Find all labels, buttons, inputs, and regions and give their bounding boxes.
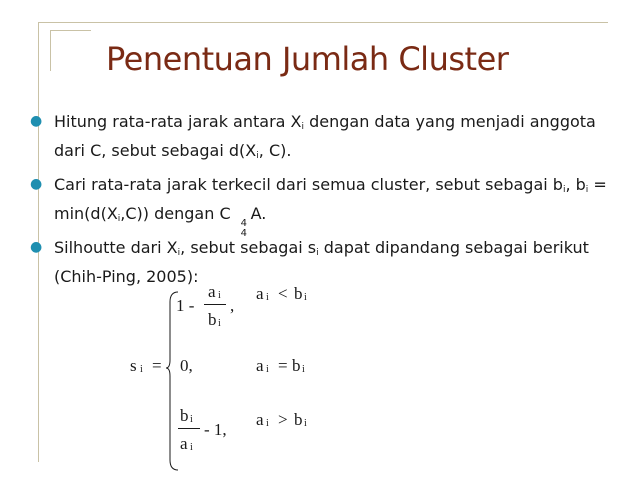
superscript: 4 — [240, 218, 247, 229]
fraction-bar — [178, 428, 200, 429]
bullet-text: A. — [250, 204, 267, 223]
formula-condition: b — [292, 356, 301, 375]
formula-numerator: b — [180, 406, 189, 425]
formula-lhs: s — [130, 356, 137, 375]
bullet-dot-icon: ● — [30, 239, 43, 255]
formula-condition: a — [256, 410, 264, 429]
formula-one-minus: 1 - — [176, 296, 195, 315]
subscript: i — [117, 214, 121, 224]
fraction-bar — [204, 304, 226, 305]
bullet-text: = min(d(X — [54, 175, 607, 223]
formula-condition: a — [256, 356, 264, 375]
bullet-dot-icon: ● — [30, 113, 43, 129]
bullet-dot-icon: ● — [30, 176, 43, 192]
formula-denominator: b — [208, 310, 217, 329]
subscript: i — [177, 248, 181, 258]
bullet-text: dapat dipandang sebagai berikut (Chih-Ping, 2005): — [54, 238, 589, 286]
formula-operator: = — [278, 356, 288, 375]
subscript: 4 — [240, 228, 247, 239]
subscript: i — [301, 122, 305, 132]
formula-minus-one: - 1, — [204, 420, 227, 439]
bullet-text: dengan data yang menjadi anggota dari C, sebut sebagai d(X — [54, 112, 596, 160]
formula-subscript: i — [266, 364, 269, 375]
subscript: i — [585, 185, 589, 195]
formula-subscript: i — [266, 292, 269, 303]
formula-subscript: i — [218, 318, 221, 329]
bullet-text: Silhoutte dari X — [54, 238, 178, 257]
formula-operator: > — [278, 410, 288, 429]
formula-condition: a — [256, 284, 264, 303]
brace-icon — [166, 290, 180, 480]
formula-subscript: i — [266, 418, 269, 429]
formula-subscript: i — [302, 364, 305, 375]
formula-equals: = — [152, 356, 162, 375]
formula-subscript: i — [304, 418, 307, 429]
subscript: i — [562, 185, 566, 195]
bullet-text: , sebut sebagai s — [180, 238, 317, 257]
formula-subscript: i — [304, 292, 307, 303]
bullet-text: Cari rata-rata jarak terkecil dari semua cluster, sebut sebagai b — [54, 175, 563, 194]
formula-condition: b — [294, 410, 303, 429]
slide-title: Penentuan Jumlah Cluster — [106, 40, 509, 78]
bullet-text: , C). — [258, 141, 292, 160]
formula-condition: b — [294, 284, 303, 303]
formula-subscript: i — [140, 364, 143, 375]
formula-comma: , — [230, 296, 235, 315]
bullet-text: Hitung rata-rata jarak antara X — [54, 112, 302, 131]
formula-operator: < — [278, 284, 288, 303]
formula-subscript: i — [190, 414, 193, 425]
formula-subscript: i — [190, 442, 193, 453]
subscript: i — [316, 248, 319, 258]
formula-numerator: a — [208, 282, 216, 301]
bullet-text: ,C)) dengan C — [120, 204, 231, 223]
formula-denominator: a — [180, 434, 188, 453]
bullet-text: , b — [565, 175, 586, 194]
formula-zero: 0, — [180, 356, 193, 375]
formula-subscript: i — [218, 290, 221, 301]
subscript: i — [256, 151, 259, 161]
